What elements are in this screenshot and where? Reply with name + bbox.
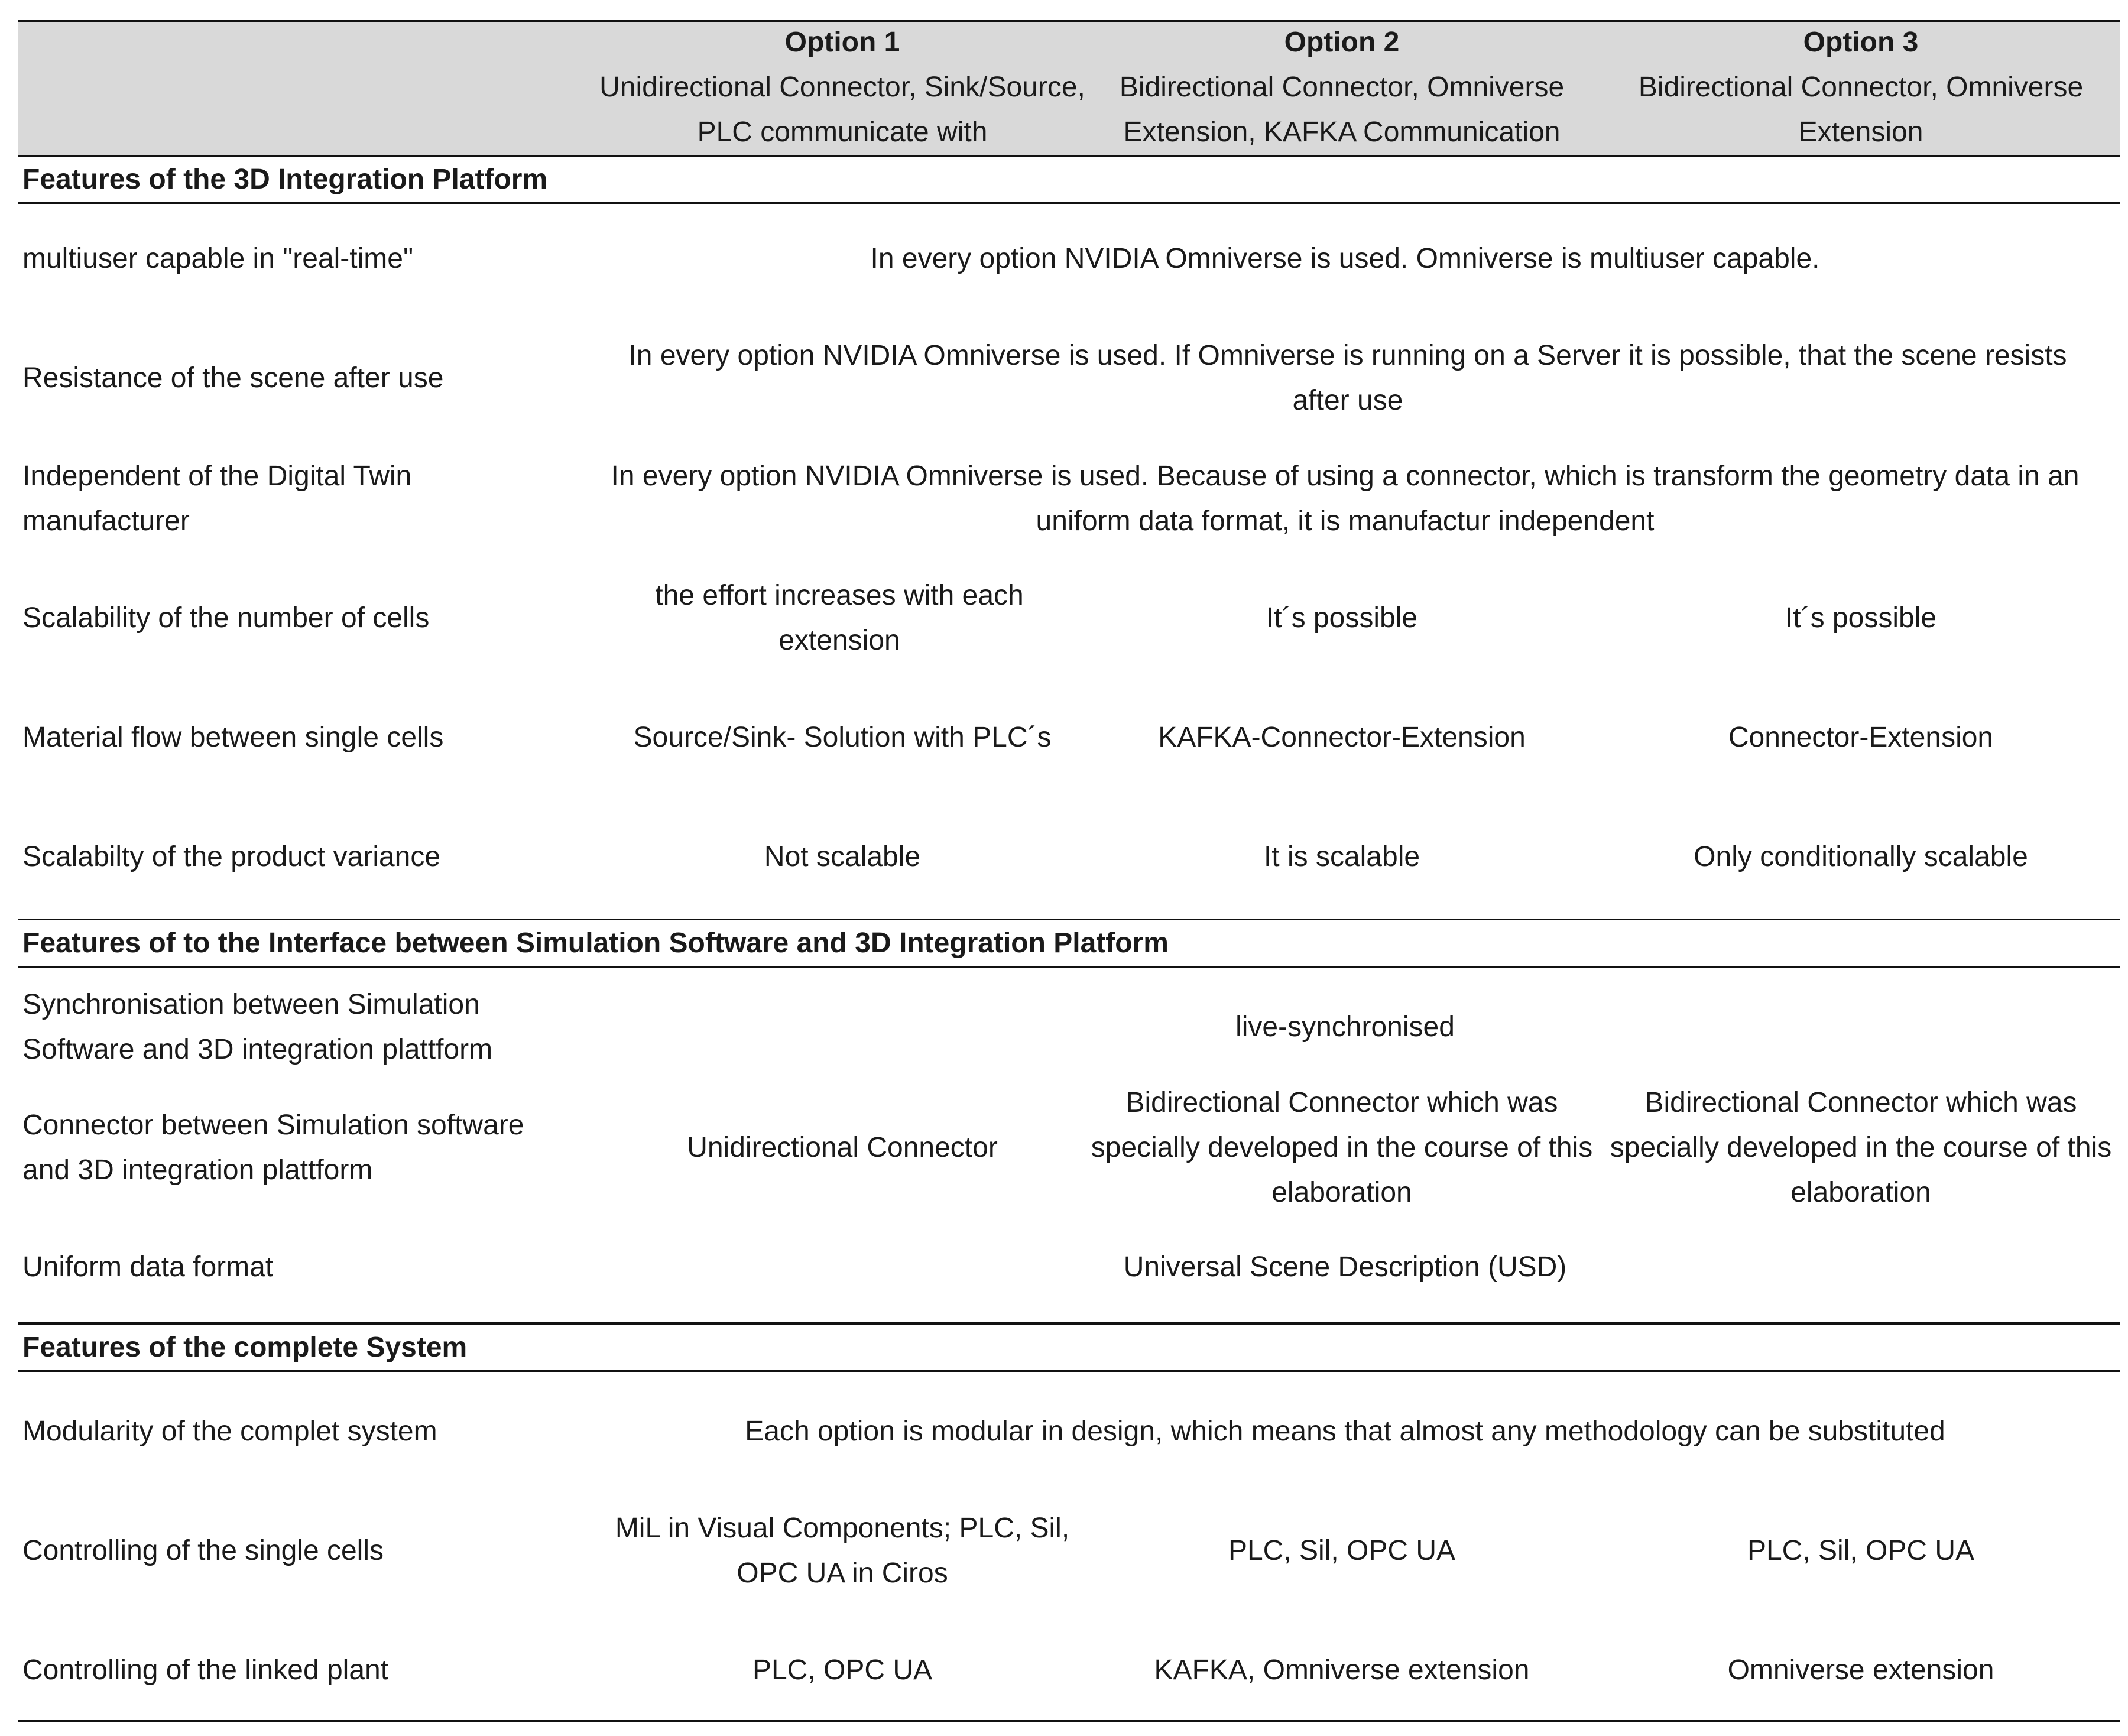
option-1-title: Option 1: [784, 27, 900, 58]
cell-material-flow-option-3: Connector-Extension: [1728, 722, 1994, 753]
cell-multiuser-all: In every option NVIDIA Omniverse is used. Omniverse is multiuser capable.: [870, 243, 1820, 274]
option-3-title: Option 3: [1803, 27, 1919, 58]
cell-scalability-cells-option-3: It´s possible: [1785, 602, 1937, 634]
option-2-description: Bidirectional Connector, Omniverse Extension, KAFKA Communication: [1119, 72, 1565, 148]
rule-section-2: [18, 966, 2120, 968]
rule-section-3: [18, 1370, 2120, 1372]
row-label-connector: Connector between Simulation software and 3D integration plattform: [22, 1109, 524, 1186]
cell-product-variance-option-3: Only conditionally scalable: [1694, 841, 2028, 872]
row-label-resistance: Resistance of the scene after use: [22, 362, 444, 394]
row-label-multiuser: multiuser capable in "real-time": [22, 243, 414, 274]
cell-controlling-plant-option-1: PLC, OPC UA: [752, 1654, 933, 1686]
rule-bottom: [18, 1720, 2120, 1722]
cell-connector-option-3: Bidirectional Connector which was specially developed in the course of this elaboration: [1610, 1087, 2112, 1208]
row-label-material-flow: Material flow between single cells: [22, 722, 444, 753]
row-label-uniform-format: Uniform data format: [22, 1251, 274, 1283]
rule-section-1: [18, 202, 2120, 204]
cell-controlling-cells-option-1: MiL in Visual Components; PLC, Sil, OPC UA in Ciros: [615, 1513, 1070, 1589]
cell-resistance-all: In every option NVIDIA Omniverse is used. If Omniverse is running on a Server it is possible, that the scene resists after use: [628, 340, 2067, 416]
cell-synchronisation-all: live-synchronised: [1235, 1011, 1455, 1043]
cell-scalability-cells-option-1: the effort increases with each extension: [655, 580, 1024, 656]
cell-connector-option-1: Unidirectional Connector: [687, 1132, 998, 1163]
option-3-description: Bidirectional Connector, Omniverse Extension: [1638, 72, 2084, 148]
row-label-modularity: Modularity of the complet system: [22, 1416, 437, 1447]
option-2-title: Option 2: [1284, 27, 1400, 58]
option-1-description: Unidirectional Connector, Sink/Source, PLC communicate with: [599, 72, 1085, 148]
cell-product-variance-option-1: Not scalable: [764, 841, 921, 872]
section-interface: Features of to the Interface between Simulation Software and 3D Integration Platform: [22, 927, 1169, 959]
cell-uniform-format-all: Universal Scene Description (USD): [1123, 1251, 1567, 1283]
cell-scalability-cells-option-2: It´s possible: [1266, 602, 1418, 634]
header-option-2: [1082, 20, 1602, 155]
header-option-3: [1602, 20, 2120, 155]
cell-controlling-cells-option-2: PLC, Sil, OPC UA: [1228, 1535, 1456, 1566]
cell-independent-all: In every option NVIDIA Omniverse is used. Because of using a connector, which is transform the geometry data in an uniform data format, it is manufactur independent: [611, 460, 2080, 537]
rule-section-2-top: [18, 919, 2120, 920]
cell-material-flow-option-1: Source/Sink- Solution with PLC´s: [633, 722, 1052, 753]
section-3d-platform: Features of the 3D Integration Platform: [22, 164, 548, 195]
row-label-independent: Independent of the Digital Twin manufacturer: [22, 460, 412, 537]
cell-material-flow-option-2: KAFKA-Connector-Extension: [1158, 722, 1526, 753]
row-label-controlling-plant: Controlling of the linked plant: [22, 1654, 389, 1686]
header-option-1: [570, 20, 1114, 155]
rule-header-bottom: [18, 155, 2120, 157]
cell-product-variance-option-2: It is scalable: [1263, 841, 1420, 872]
section-complete-system: Features of the complete System: [22, 1332, 468, 1363]
cell-controlling-plant-option-2: KAFKA, Omniverse extension: [1154, 1654, 1530, 1686]
row-label-synchronisation: Synchronisation between Simulation Software and 3D integration plattform: [22, 989, 493, 1065]
cell-controlling-cells-option-3: PLC, Sil, OPC UA: [1747, 1535, 1975, 1566]
row-label-scalability-cells: Scalability of the number of cells: [22, 602, 430, 634]
cell-connector-option-2: Bidirectional Connector which was specially developed in the course of this elaboration: [1091, 1087, 1593, 1208]
row-label-controlling-cells: Controlling of the single cells: [22, 1535, 384, 1566]
cell-controlling-plant-option-3: Omniverse extension: [1727, 1654, 1994, 1686]
cell-modularity-all: Each option is modular in design, which means that almost any methodology can be substituted: [745, 1416, 1945, 1447]
rule-section-3-top: [18, 1322, 2120, 1325]
row-label-product-variance: Scalabilty of the product variance: [22, 841, 441, 872]
